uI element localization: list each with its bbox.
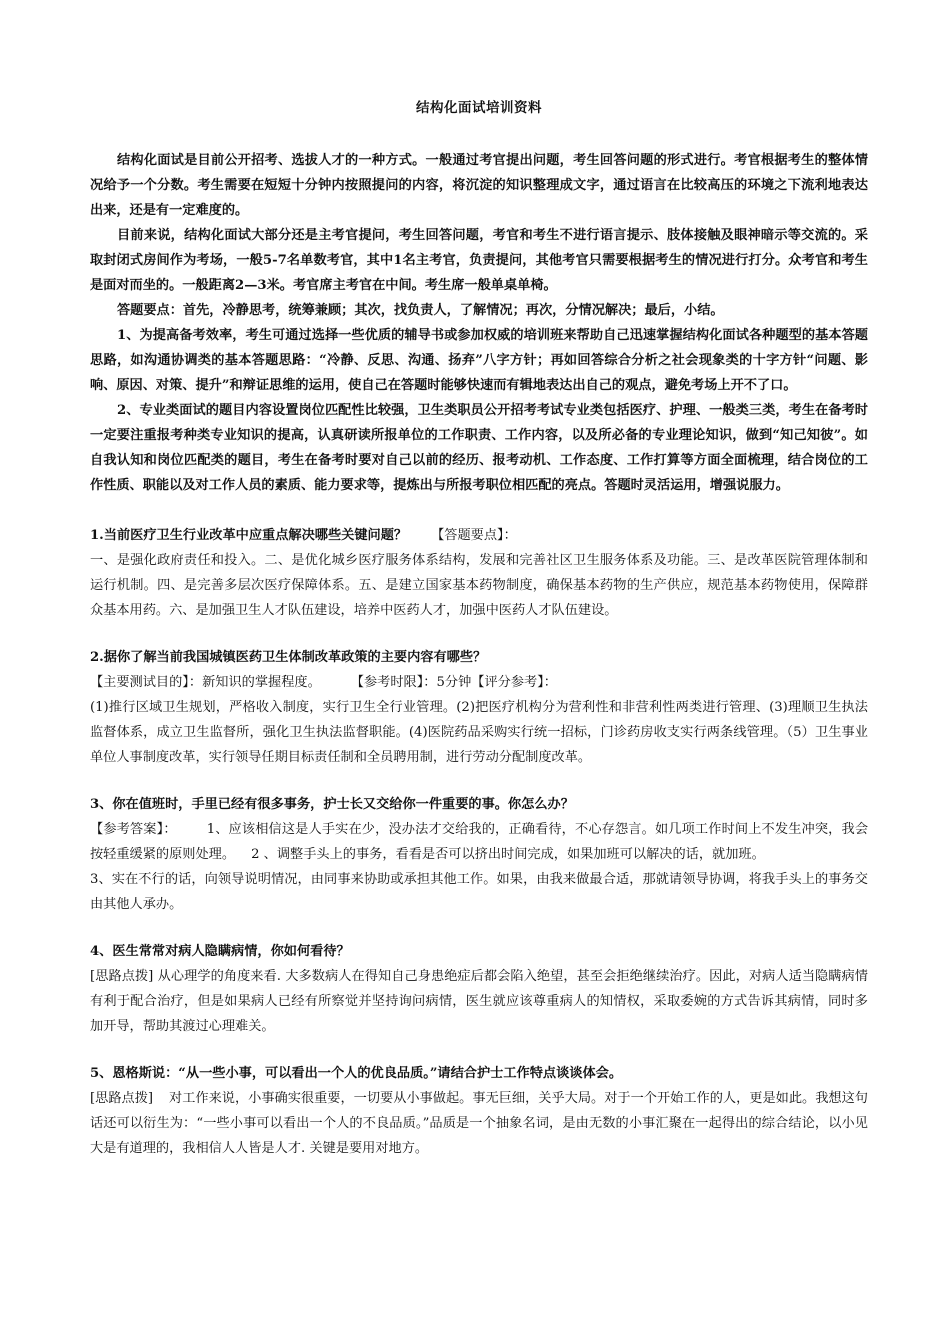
answer-tag: 【答题要点】： bbox=[431, 528, 517, 543]
question-block-4 bbox=[90, 939, 868, 1039]
answer-text: 从心理学的角度来看. 大多数病人在得知自己身患绝症后都会陷入绝望，甚至会拒绝继续治疗。因此，对病人适当隐瞒病情有利于配合治疗，但是如果病人已经有所察觉并坚持询问病情，医生就应该尊重病人的知情权，采取委婉的方式告诉其病情，同时多加开导，帮助其渡过心理难关。 bbox=[90, 969, 868, 1034]
question-text: 5、恩格斯说：“从一些小事，可以看出一个人的优良品质。”请结合护士工作特点谈谈体会。 bbox=[90, 1066, 623, 1081]
question-block-5 bbox=[90, 1061, 868, 1161]
intro-paragraph: 目前来说，结构化面试大部分还是主考官提问，考生回答问题，考官和考生不进行语言提示、肢体接触及眼神暗示等交流的。采取封闭式房间作为考场，一般5-7名单数考官，其中1名主考官，负责提问，其他考官只需要根据考生的情况进行打分。众考官和考生是面对而坐的。一般距离2—3米。考官席主考官在中间。考生席一般单桌单椅。 bbox=[90, 228, 868, 293]
question-text: 2.据你了解当前我国城镇医药卫生体制改革政策的主要内容有哪些？ bbox=[90, 650, 487, 665]
question-text: 1.当前医疗卫生行业改革中应重点解决哪些关键问题？ bbox=[90, 528, 408, 543]
question-block-2 bbox=[90, 645, 868, 770]
answer-label: 【参考答案】： bbox=[90, 822, 177, 837]
intro-paragraph: 答题要点：首先，冷静思考，统筹兼顾；其次，找负责人，了解情况；再次，分情况解决；最后，小结。 bbox=[117, 303, 724, 318]
answer-point: 1、应该相信这是人手实在少，没办法才交给我的，正确看待，不心存怨言。如几项工作时间上不发生冲突，我会按轻重缓紧的原则处理。 bbox=[90, 822, 869, 862]
time-limit: 【参考时限】：5分钟【评分参考】： bbox=[350, 675, 557, 690]
document-page bbox=[90, 96, 868, 1161]
page-title: 结构化面试培训资料 bbox=[416, 100, 542, 116]
answer-point: 3、实在不行的话，向领导说明情况，由同事来协助或承担其他工作。如果，由我来做最合适，那就请领导协调，将我手头上的事务交由其他人承办。 bbox=[90, 872, 868, 912]
test-purpose: 【主要测试目的】：新知识的掌握程度。 bbox=[90, 675, 321, 690]
intro-section bbox=[90, 148, 868, 498]
answer-point: 2 、调整手头上的事务，看看是否可以挤出时间完成，如果加班可以解决的话，就加班。 bbox=[251, 847, 765, 862]
hint-label: [思路点拨] bbox=[90, 969, 154, 984]
intro-paragraph: 结构化面试是目前公开招考、选拔人才的一种方式。一般通过考官提出问题，考生回答问题的形式进行。考官根据考生的整体情况给予一个分数。考生需要在短短十分钟内按照提问的内容，将沉淀的知识整理成文字，通过语言在比较高压的环境之下流利地表达出来，还是有一定难度的。 bbox=[90, 153, 868, 218]
question-block-1 bbox=[90, 523, 868, 623]
answer-text: (1)推行区域卫生规划，严格收入制度，实行卫生全行业管理。(2)把医疗机构分为营利性和非营利性两类进行管理、(3)理顺卫生执法监督体系，成立卫生监督所，强化卫生执法监督职能。(4)医院药品采购实行统一招标，门诊药房收支实行两条线管理。（5）卫生事业单位人事制度改革，实行领导任期目标责任制和全员聘用制，进行劳动分配制度改革。 bbox=[90, 700, 868, 765]
answer-text: 一、是强化政府责任和投入。二、是优化城乡医疗服务体系结构，发展和完善社区卫生服务体系及功能。三、是改革医院管理体制和运行机制。四、是完善多层次医疗保障体系。五、是建立国家基本药物制度，确保基本药物的生产供应，规范基本药物使用，保障群众基本用药。六、是加强卫生人才队伍建设，培养中医药人才，加强中医药人才队伍建设。 bbox=[90, 553, 868, 618]
question-block-3 bbox=[90, 792, 868, 917]
question-text: 3、你在值班时，手里已经有很多事务，护士长又交给你一件重要的事。你怎么办？ bbox=[90, 797, 574, 812]
intro-paragraph: 1、为提高备考效率，考生可通过选择一些优质的辅导书或参加权威的培训班来帮助自己迅速掌握结构化面试各种题型的基本答题思路，如沟通协调类的基本答题思路：“冷静、反思、沟通、扬弃”八字方针；再如回答综合分析之社会现象类的十字方针“问题、影响、原因、对策、提升”和辩证思维的运用，使自己在答题时能够快速而有辑地表达出自己的观点，避免考场上开不了口。 bbox=[90, 328, 868, 393]
intro-paragraph: 2、专业类面试的题目内容设置岗位匹配性比较强，卫生类职员公开招考考试专业类包括医疗、护理、一般类三类，考生在备考时一定要注重报考种类专业知识的提高，认真研读所报单位的工作职责、工作内容，以及所必备的专业理论知识，做到“知己知彼”。如自我认知和岗位匹配类的题目，考生在备考时要对自己以前的经历、报考动机、工作态度、工作打算等方面全面梳理，结合岗位的工作性质、职能以及对工作人员的素质、能力要求等，提炼出与所报考职位相匹配的亮点。答题时灵活运用，增强说服力。 bbox=[90, 403, 868, 493]
question-text: 4、医生常常对病人隐瞒病情，你如何看待？ bbox=[90, 944, 350, 959]
hint-label: [思路点拨] bbox=[90, 1091, 154, 1106]
answer-text: 对工作来说，小事确实很重要，一切要从小事做起。事无巨细，关乎大局。对于一个开始工作的人，更是如此。我想这句话还可以衍生为：“一些小事可以看出一个人的不良品质。”品质是一个抽象名词，是由无数的小事汇聚在一起得出的综合结论，以小见大是有道理的，我相信人人皆是人才. 关键是要用对地方。 bbox=[90, 1091, 868, 1156]
